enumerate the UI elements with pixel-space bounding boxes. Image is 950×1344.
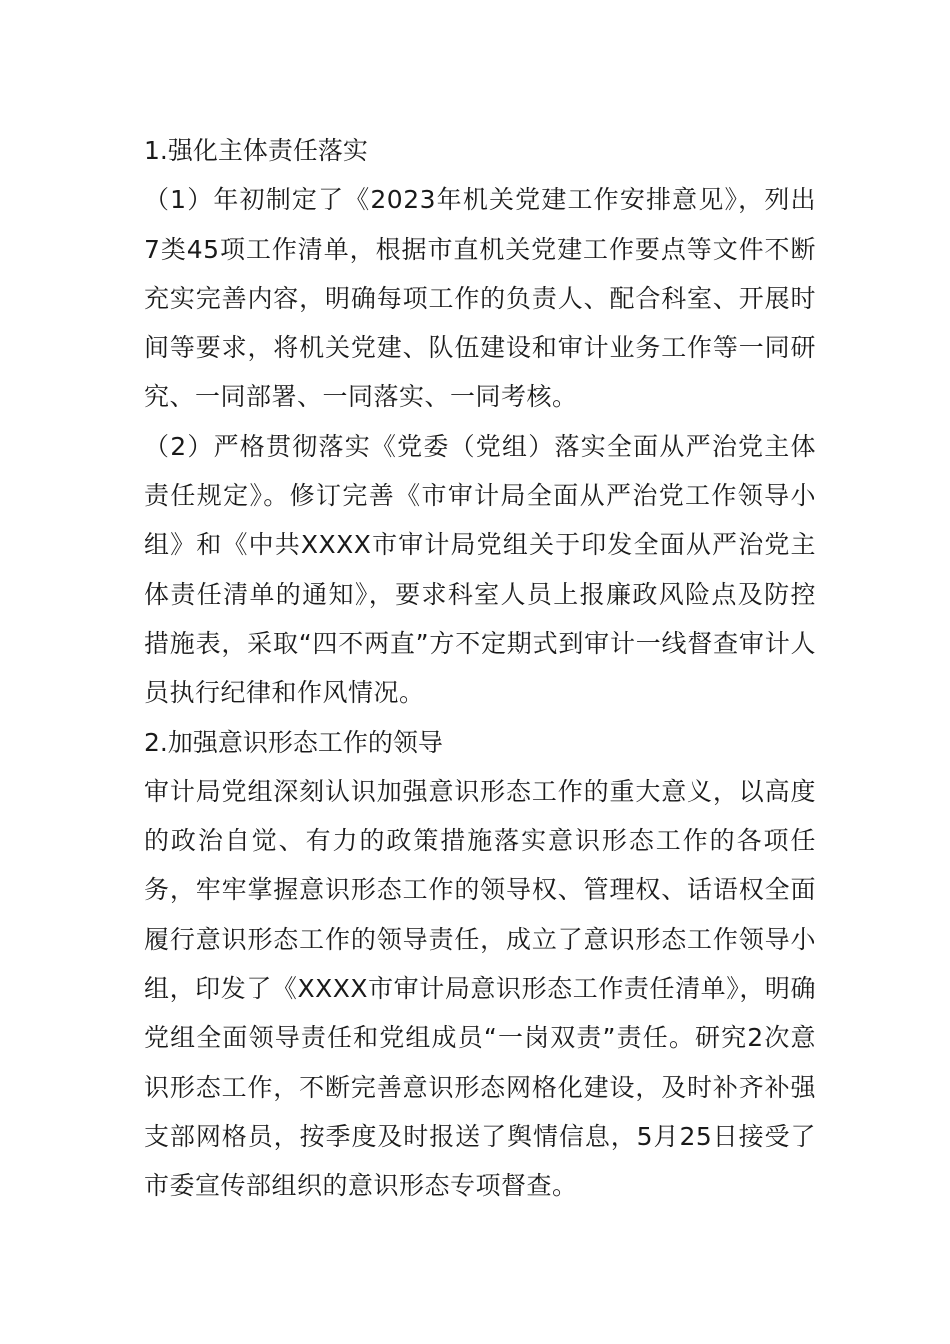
section-1-paragraph-1: （1）年初制定了《2023年机关党建工作安排意见》，列出7类45项工作清单，根据市直机关党建工作要点等文件不断充实完善内容，明确每项工作的负责人、配合科室、开展时间等要求，将机关党建、队伍建设和审计业务工作等一同研究、一同部署、一同落实、一同考核。 — [144, 185, 816, 412]
section-2-heading: 2.加强意识形态工作的领导 — [144, 727, 443, 757]
section-1-heading: 1.强化主体责任落实 — [144, 136, 368, 165]
document-body — [144, 126, 816, 1211]
section-1-paragraph-2: （2）严格贯彻落实《党委（党组）落实全面从严治党主体责任规定》。修订完善《市审计局全面从严治党工作领导小组》和《中共XXXX市审计局党组关于印发全面从严治党主体责任清单的通知》，要求科室人员上报廉政风险点及防控措施表，采取“四不两直”方不定期式到审计一线督查审计人员执行纪律和作风情况。 — [144, 431, 816, 708]
section-2-paragraph-1: 审计局党组深刻认识加强意识形态工作的重大意义，以高度的政治自觉、有力的政策措施落实意识形态工作的各项任务，牢牢掌握意识形态工作的领导权、管理权、话语权全面履行意识形态工作的领导责任，成立了意识形态工作领导小组，印发了《XXXX市审计局意识形态工作责任清单》，明确党组全面领导责任和党组成员“一岗双责”责任。研究2次意识形态工作，不断完善意识形态网格化建设，及时补齐补强支部网格员，按季度及时报送了舆情信息，5月25日接受了市委宣传部组织的意识形态专项督查。 — [144, 776, 816, 1201]
